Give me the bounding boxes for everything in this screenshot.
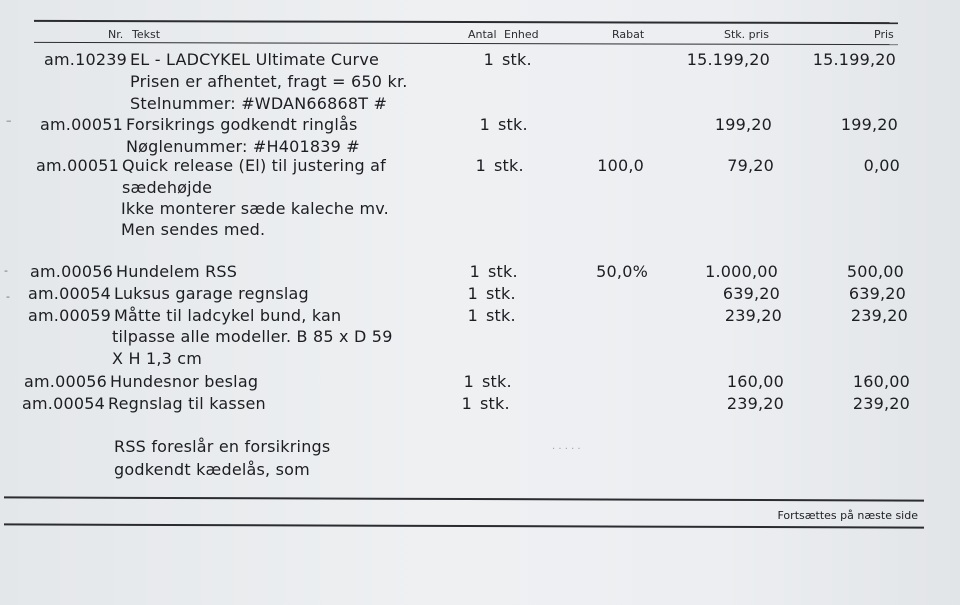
cell-antal: 1 (461, 394, 472, 413)
cell-stk-pris: 15.199,20 (686, 50, 770, 69)
cell-antal: 1 (463, 372, 474, 391)
continued-note: Fortsættes på næste side (777, 509, 918, 522)
cell-tekst: tilpasse alle modeller. B 85 x D 59 (112, 327, 393, 346)
header-stk-pris: Stk. pris (724, 28, 769, 41)
cell-stk-pris: 160,00 (726, 372, 784, 391)
cell-nr: am.00051 (40, 115, 123, 134)
cell-stk-pris: 79,20 (727, 156, 774, 175)
cell-enhed: stk. (488, 262, 518, 281)
cell-tekst: Hundesnor beslag (110, 372, 259, 391)
cell-nr: am.00059 (28, 306, 111, 325)
cell-tekst: Hundelem RSS (116, 262, 238, 281)
margin-mark: – (6, 114, 12, 127)
cell-stk-pris: 199,20 (714, 115, 772, 134)
cell-antal: 1 (467, 306, 478, 325)
cell-nr: am.00051 (36, 156, 119, 175)
cell-pris: 239,20 (852, 394, 910, 413)
cell-pris: 500,00 (846, 262, 904, 281)
note-line: RSS foreslår en forsikrings (114, 437, 331, 456)
bottom-rule (4, 496, 924, 501)
cell-pris: 0,00 (863, 156, 900, 175)
cell-enhed: stk. (486, 306, 516, 325)
cell-tekst: Prisen er afhentet, fragt = 650 kr. (130, 72, 408, 91)
cell-nr: am.00056 (30, 262, 113, 281)
cell-nr: am.00056 (24, 372, 107, 391)
cell-enhed: stk. (486, 284, 516, 303)
header-pris: Pris (874, 28, 894, 41)
cell-rabat: 100,0 (597, 156, 644, 175)
cell-stk-pris: 239,20 (726, 394, 784, 413)
cell-pris: 639,20 (848, 284, 906, 303)
cell-pris: 160,00 (852, 372, 910, 391)
cell-tekst: Luksus garage regnslag (114, 284, 309, 303)
note-line: godkendt kædelås, som (114, 460, 310, 479)
cell-antal: 1 (483, 50, 494, 69)
cell-tekst: Regnslag til kassen (108, 394, 266, 413)
cell-stk-pris: 639,20 (722, 284, 780, 303)
cell-nr: am.10239 (44, 50, 127, 69)
header-antal: Antal (468, 28, 497, 41)
cell-pris: 199,20 (840, 115, 898, 134)
cell-pris: 239,20 (850, 306, 908, 325)
cell-enhed: stk. (498, 115, 528, 134)
cell-antal: 1 (479, 115, 490, 134)
cell-tekst: X H 1,3 cm (112, 349, 203, 368)
header-nr: Nr. (108, 28, 124, 41)
margin-mark: - (4, 264, 8, 277)
cell-nr: am.00054 (28, 284, 111, 303)
cell-tekst: Stelnummer: #WDAN66868T # (130, 94, 388, 113)
header-rule (34, 42, 898, 45)
cell-tekst: Måtte til ladcykel bund, kan (114, 306, 342, 325)
cell-pris: 15.199,20 (812, 50, 896, 69)
footer-rule (4, 523, 924, 528)
cell-enhed: stk. (480, 394, 510, 413)
cell-antal: 1 (467, 284, 478, 303)
cell-tekst: Men sendes med. (121, 220, 266, 239)
cell-tekst: Nøglenummer: #H401839 # (126, 137, 360, 156)
cell-tekst: Quick release (El) til justering af (122, 156, 387, 175)
cell-tekst: sædehøjde (122, 178, 213, 197)
cell-antal: 1 (469, 262, 480, 281)
cell-stk-pris: 1.000,00 (705, 262, 778, 281)
header-rabat: Rabat (612, 28, 645, 41)
cell-enhed: stk. (482, 372, 512, 391)
margin-mark: - (6, 290, 10, 303)
cell-stk-pris: 239,20 (724, 306, 782, 325)
cell-enhed: stk. (494, 156, 524, 175)
cell-tekst: Ikke monterer sæde kaleche mv. (121, 199, 389, 218)
cell-tekst: EL - LADCYKEL Ultimate Curve (130, 50, 380, 69)
top-rule (34, 20, 898, 24)
cell-tekst: Forsikrings godkendt ringlås (126, 115, 358, 134)
cell-antal: 1 (475, 156, 486, 175)
cell-nr: am.00054 (22, 394, 105, 413)
header-tekst: Tekst (132, 28, 161, 41)
faint-dots: · · · · · (552, 444, 581, 455)
cell-enhed: stk. (502, 50, 532, 69)
cell-rabat: 50,0% (596, 262, 648, 281)
header-enhed: Enhed (504, 28, 539, 41)
